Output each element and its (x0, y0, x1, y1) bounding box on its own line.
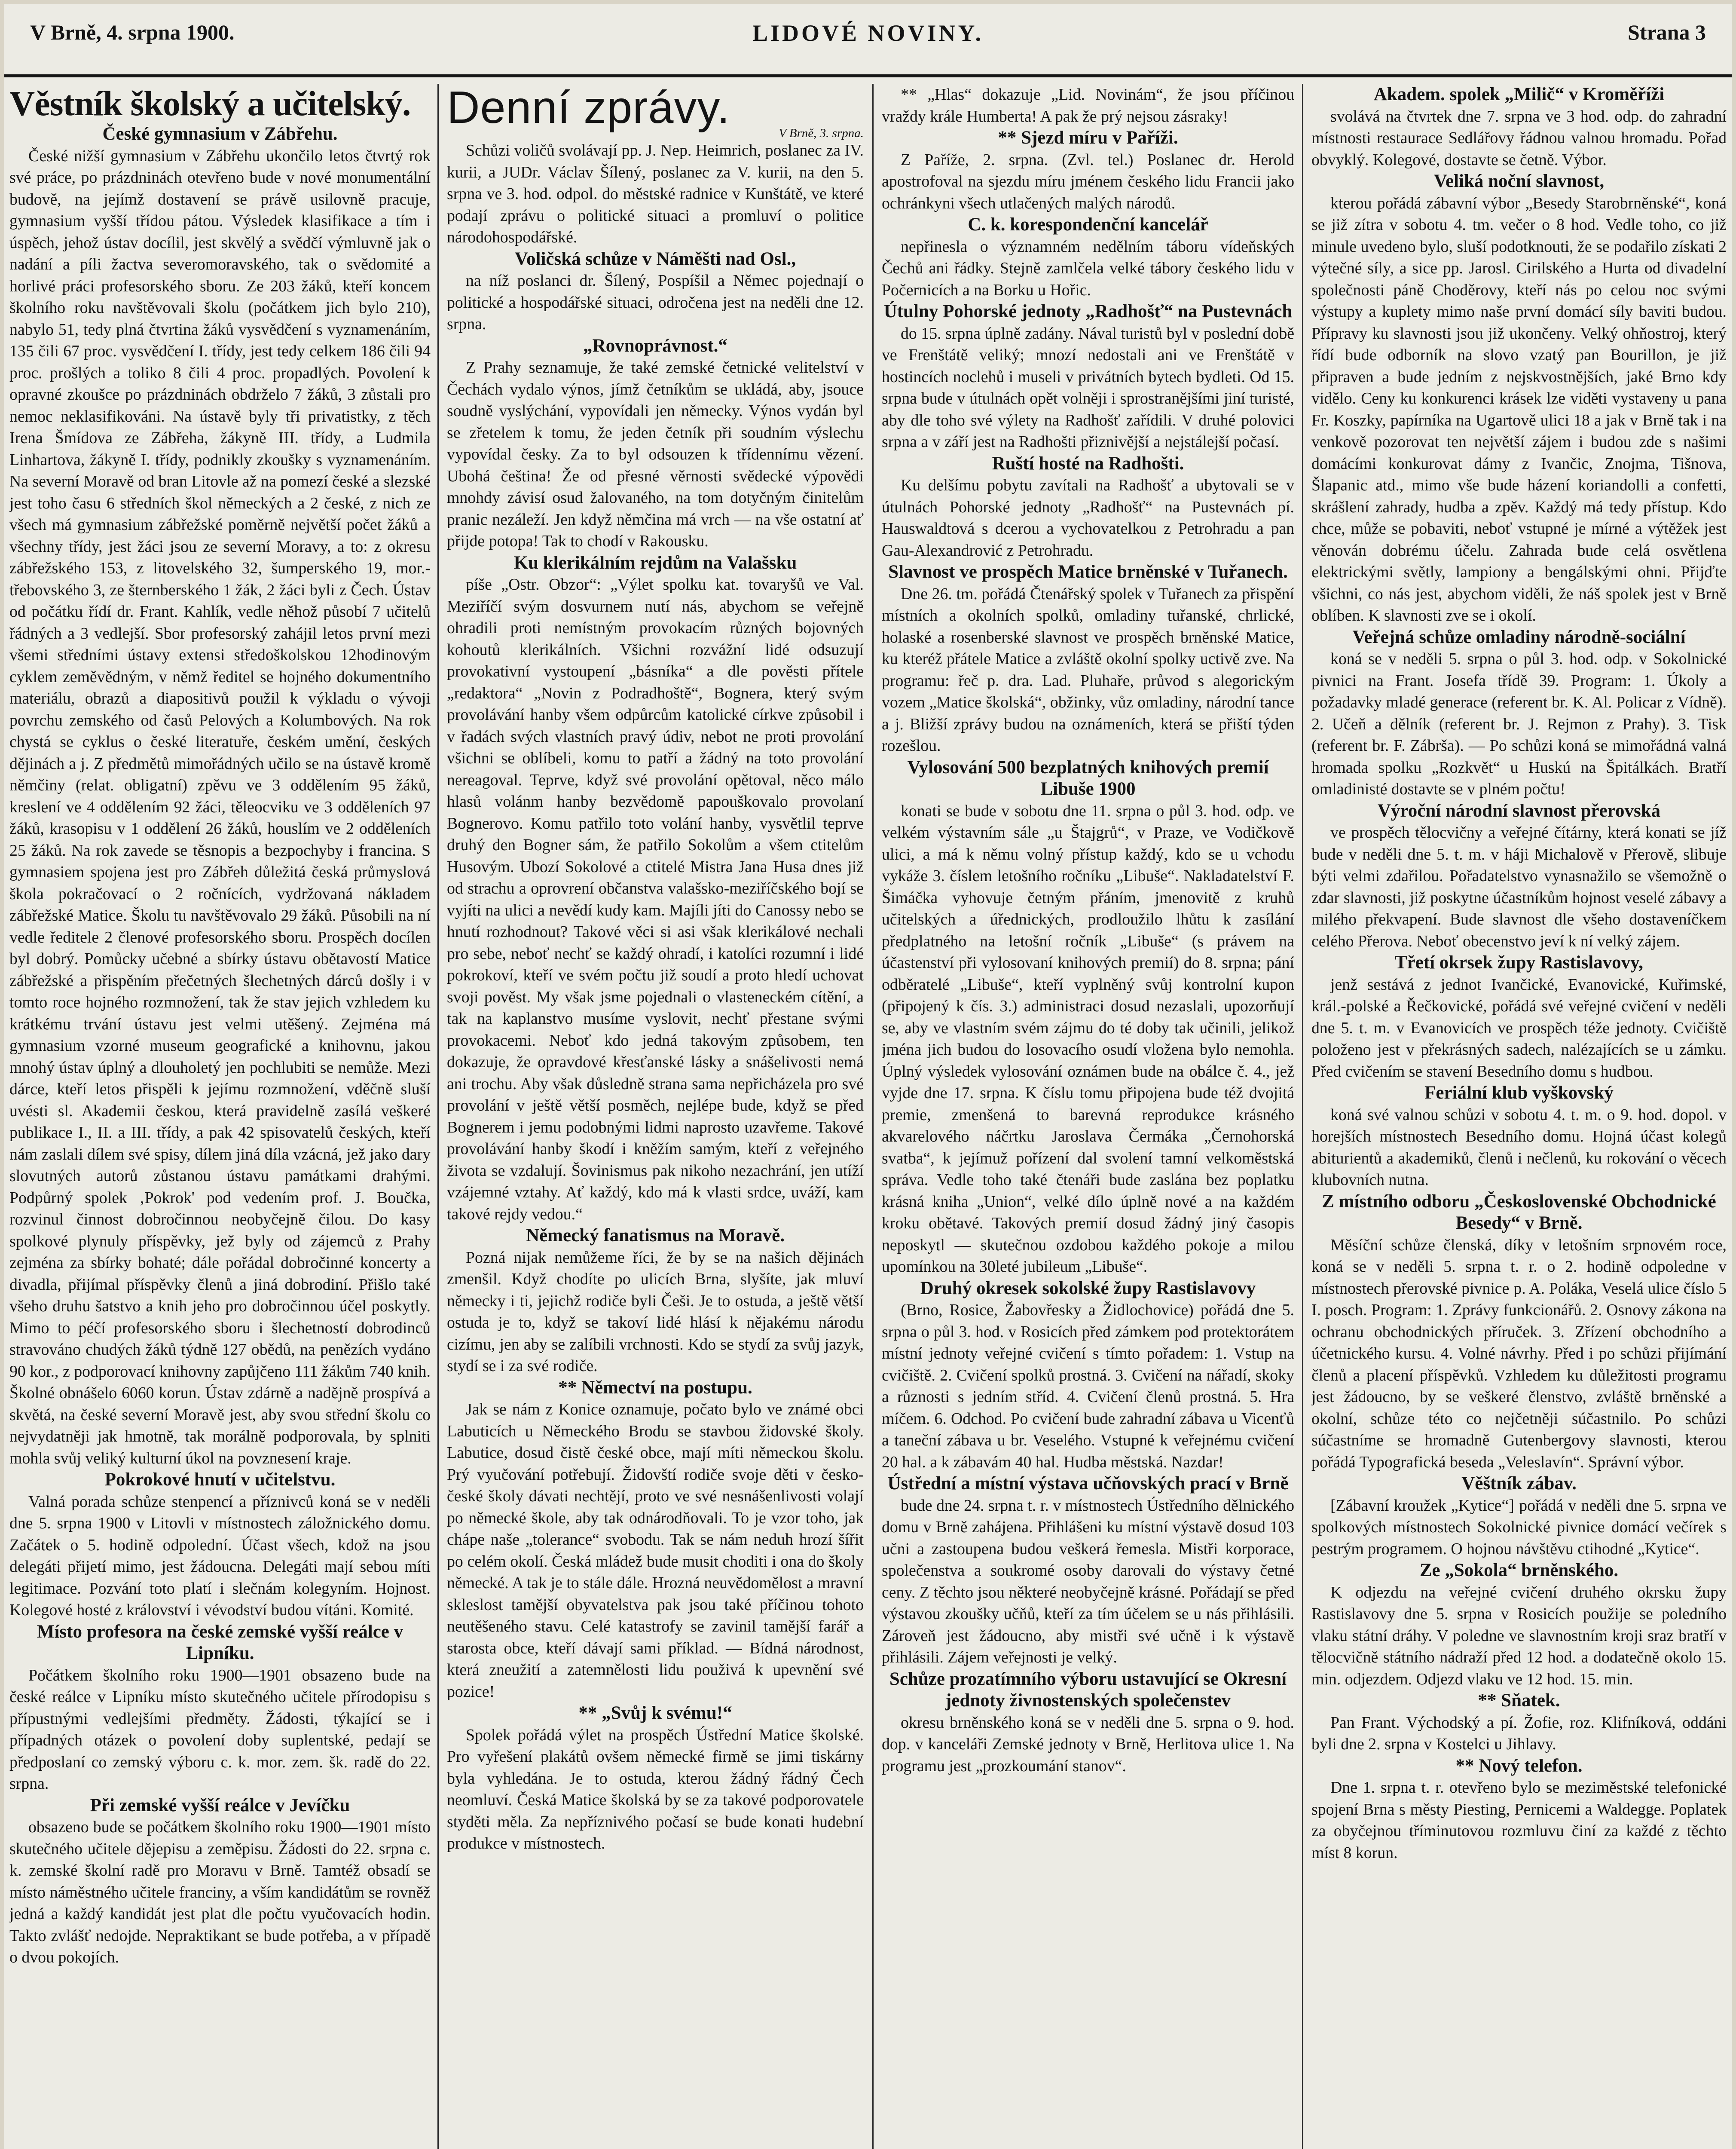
column-3 (882, 84, 1294, 2149)
newspaper-page (4, 4, 1732, 2149)
article-body: na níž poslanci dr. Šílený, Pospíšil a Němec pojednají o politické a hospodářské situaci, odročena jest na neděli dne 12. srpna. (447, 272, 864, 333)
article-body: Pozná nijak nemůžeme říci, že by se na našich dějinách zmenšil. Když chodíte po ulicích Brna, slyšíte, jak mluví německy i ti, jejichž rodiče byli Češi. Je to ostuda, a ještě větší ostuda je to, když se takoví lidé hlásí k nějakému národu cizímu, jen aby se zalíbili vrchnosti. Kdo se stydí za svůj jazyk, stydí se i za své rodiče. (447, 1248, 864, 1375)
article-columns (4, 84, 1732, 2149)
article-headline: Druhý okresek sokolské župy Rastislavovy (920, 1278, 1256, 1298)
article-body: Z Paříže, 2. srpna. (Zvl. tel.) Poslanec dr. Herold apostrofoval na sjezdu míru jménem českého lidu Francii jako ochránkyni všech utlačených malých národů. (882, 150, 1294, 212)
masthead (4, 4, 1732, 77)
article-headline: Výroční národní slavnost přerovská (1377, 800, 1661, 821)
article-body: kterou pořádá zábavní výbor „Besedy Starobrněnské“, koná se již zítra v sobotu 4. tm. večer o 8 hod. Vedle toho, co již minule uvedeno bylo, sluší podotknouti, že se podařilo získati 2 výtečné síly, a sice pp. Jarosl. Cirilského a Hurta od divadelní společnosti páně Choděrovy, kteří nás po celou noc svými výstupy a kuplety mimo naše první domácí síly baviti budou. Přípravy ku slavnosti jsou již ukončeny. Velký ohňostroj, který řídí bude odborník na slovo vzatý pan Bourillon, je již připraven a bude jedním z nejskvostnějších, jaké Brno kdy vidělo. Ceny ku konkurenci krásek lze viděti vystaveny u pana Fr. Koszky, papírníka na Ugartově ulici 18 a jak v Brně tak i na venkově pozorovat ten největší zájem i budou zde s našimi domácími konkurovat dámy z Ivančic, Znojma, Tišnova, Šlapanic atd., mimo vše bude házení koriandolli a confetti, skrášlení zahrady, hudba a zpěv. Každý má tedy přístup. Kdo chce, může se pobaviti, neboť vstupné je mírné a výtěžek jest věnován dobrému účelu. Zahrada bude celá osvětlena elektrickými světly, lampiony a bengálskými ohni. Přijďte všichni, co nás jest, abychom viděli, že náš spolek jest v Brně oblíben. K slavnosti zve se i okolí. (1311, 194, 1727, 624)
dateline: V Brně, 3. srpna. (779, 126, 864, 140)
article-body: ** „Hlas“ dokazuje „Lid. Novinám“, že jsou příčinou vraždy krále Humberta! A pak že prý nejsou zásraky! (882, 86, 1294, 126)
article-body: obsazeno bude se počátkem školního roku 1900—1901 místo skutečného učitele dějepisu a zeměpisu. Žádosti do 22. srpna c. k. zemské školní radě pro Moravu v Brně. Tamtéž obsadí se místo náměstného učitele franciny, a vším kandidátům se rovněž jedná a každý kandidát jest plat dle počtu vyučovacích hodin. Takto zvlášť nedojde. Nepraktikant se bude potřeba, a v případě o dvou pokojích. (9, 1818, 431, 1966)
article-headline: ** „Svůj k svému!“ (578, 1703, 732, 1723)
article-body: koná se v neděli 5. srpna o půl 3. hod. odp. v Sokolnické pivnici na Frant. Josefa třídě 39. Program: 1. Úkoly a požadavky mladé generace (referent br. K. Al. Policar z Vídně). 2. Učeň a dělník (referent br. J. Rejmon z Prahy). 3. Tisk (referent br. F. Zábrša). — Po schůzi koná se mimořádná valná hromada spolku „Rozkvět“ u Huskú na Špitálkách. Bratří omladinisté dostavte se v plném počtu! (1311, 650, 1727, 798)
article-body: koná své valnou schůzi v sobotu 4. t. m. o 9. hod. dopol. v horejších místnostech Besedního domu. Hojná účast kolegů abiturientů a akademiků, členů i nečlenů, ku rokování o věcech klubovních nutna. (1311, 1105, 1727, 1189)
article-headline: České gymnasium v Zábřehu. (102, 124, 338, 144)
article-body: konati se bude v sobotu dne 11. srpna o půl 3. hod. odp. ve velkém výstavním sále „u Štajgrů“, v Praze, ve Vodičkově ulici, a má k němu volný přístup každý, kdo se u vchodu vykáže 3. číslem letošního ročníku „Libuše“. Nakladatelství F. Šimáčka vyhovuje četným přáním, jmenovitě z kruhů učitelských a úřednických, prodloužilo lhůtu k zasílání předplatného na letošní ročník „Libuše“ (s právem na účastenství při vylosovaní knihových premií) do 8. srpna; pání odběratelé „Libuše“, kteří vyplněný svůj kontrolní kupon (připojený k čís. 3.) administraci dosud nezaslali, upozorňují se, aby ve vlastním svém zájmu do té doby tak učinili, jelikož jména jich budou do losovacího osudí vložena bylo nemohla. Úplný výsledek vylosování oznámen bude na obálce č. 4., jež vyjde dne 17. srpna. K číslu tomu připojena bude též dvojitá premie, zmenšená to barevná reprodukce krásného akvarelového náčrtku Jaroslava Čermáka „Černohorská svatba“, k jejímuž pořízení dal svolení tamní velkoměstská správa. Vedle toho také čtenáři bude zaslána bez poplatku krásná kniha „Union“, velké dílo úplně nové a na každém kroku obětavé. Takových premií dosud žádný jiný časopis neposkytl — skutečnou ozdobou každého pokoje a milou upomínkou na 30leté jubileum „Libuše“. (882, 802, 1294, 1276)
article-body: K odjezdu na veřejné cvičení druhého okrsku župy Rastislavovy dne 5. srpna v Rosicích použije se poledního vlaku státní dráhy. V poledne ve slavnostním kroji sraz bratří v tělocvičně státního nádraží před 12 hod. a dodatečně okolo 15. min. odjezdem. Odjezd vlaku ve 12 hod. 15. min. (1311, 1583, 1727, 1688)
article-body: Počátkem školního roku 1900—1901 obsazeno bude na české reálce v Lipníku místo skutečného učitele přírodopisu s přípustnými vedlejšími předměty. Žádosti, týkající se i případných otázek o povolení doby suplentské, pedají se předposlaní co zemský výboru c. k. mor. zem. šk. radě do 22. srpna. (9, 1666, 431, 1793)
article-body: píše „Ostr. Obzor“: „Výlet spolku kat. tovaryšů ve Val. Meziříčí svým dosvurnem nutí nás, abychom se veřejně ohradili proti nemístným provokacím různých bojovných kohoutů klerikálních. Všichni rozvážní lidé odsuzují provokativní vystoupení „básníka“ a dle pověsti přítele „redaktora“ „Novin z Podradhoště“, Bognera, který svým provolávání hanby všem odpůrcům katolické církve způsobil i v řadách svých vlastních pravý údiv, nebot ne proti provolání všichni se oblíbeli, komu to patří a žádný na toto provolání nereagoval. Teprve, když své provolání opětoval, něco málo hlasů volánm hanby bezvědomě papouškovalo provolaní Bognerovo. Komu patřilo toto volání hanby, vysvětlil teprve druhý den Bogner sám, že patřilo Sokolům a všem ctitelům Husovým. Ubozí Sokolové a ctitelé Mistra Jana Husa dnes již od strachu a oprovrení občanstva valašsko-meziříčského bojí se vyjíti na ulici a nevědí kudy kam. Majíli jíti do Canossy nebo se hnutí rozhodnout? Takové věci si asi však klerikálové nechali pro sebe, neboť nechť se každý ohradí, i katolíci rozumní i lidé pokrokoví, kteří ve svém počtu již soudí a proto hledí uchovat svoji pověst. My však jsme pojednali o vlasteneckém cítění, a tak na kaplanstvo musíme vyslovit, nechť přestane svými provokacemi. Neboť kdo jedná takovým způsobem, ten dokazuje, že opravdové křesťanské lásky a snášelivosti nemá ani trochu. Aby však důsledně strana sama nepřicházela pro své provolání v ještě větší posměch, nejlépe bude, když se před Bognerem i jemu podobnými lidmi naprosto uzavřeme. Takové provolávání hanby škodí i kněžím samým, kteří z veřejného života se vzdalují. Šovinismus pak nikoho nezachrání, jen utíží vzájemné vztahy. Ať každý, kdo má k vlasti srdce, uváží, kam takové rejdy vedou.“ (447, 576, 864, 1223)
page-number: Strana 3 (1628, 20, 1706, 44)
article-headline: Veřejná schůze omladiny národně-sociální (1352, 627, 1686, 647)
article-body: Schůzi voličů svolávají pp. J. Nep. Heimrich, poslanec za IV. kurii, a JUDr. Václav Šílený, poslanec za V. kurii, na den 5. srpna ve 3. hod. odpol. do městské radnice v Kunštátě, ve které podají zprávu o politické situaci a promluví o politice národohospodářské. (447, 141, 864, 246)
column-2 (447, 84, 864, 2149)
article-body: bude dne 24. srpna t. r. v místnostech Ústředního dělnického domu v Brně zahájena. Přihlášeni ku místní výstavě dosud 103 učni a zastoupena budou veškerá řemesla. Mistři korporace, společenstva a soukromé osoby darovali do výstavy četné ceny. Z těchto jsou některé neobyčejně krásné. Pořádají se před výstavou zkoušky učňů, kteří za tím účelem se u nás přihlásili. Zároveň jest žádoucno, aby mistři své učně i k výstavě přihlásili. Zájem veřejnosti je velký. (882, 1496, 1294, 1666)
article-headline: ** Nový telefon. (1455, 1755, 1583, 1776)
article-body: nepřinesla o významném nedělním táboru vídeňských Čechů ani řádky. Stejně zamlčela velké tábory českého lidu v Počernicích a na Borku u Hořic. (882, 237, 1294, 299)
article-body: [Zábavní kroužek „Kytice“] pořádá v neděli dne 5. srpna ve spolkových místnostech Sokolnické pivnice domácí večírek s pestrým programem. O hojnou návštěvu ctihodné „Kytice“. (1311, 1496, 1727, 1558)
article-headline: Pokrokové hnutí v učitelstvu. (104, 1469, 336, 1490)
article-headline: Veliká noční slavnost, (1433, 171, 1605, 191)
article-headline: C. k. korespondenční kancelář (968, 214, 1208, 235)
article-headline: Ústřední a místní výstava učňovských prací v Brně (887, 1473, 1289, 1494)
article-headline: Ruští hosté na Radhošti. (992, 453, 1184, 474)
article-headline: Ze „Sokola“ brněnského. (1419, 1560, 1619, 1580)
article-headline: Útulny Pohorské jednoty „Radhošť“ na Pustevnách (883, 301, 1293, 321)
newspaper-title: LIDOVÉ NOVINY. (752, 20, 984, 46)
article-headline: Slavnost ve prospěch Matice brněnské v Tuřanech. (888, 562, 1288, 582)
article-body: (Brno, Rosice, Žabovřesky a Židlochovice) pořádá dne 5. srpna o půl 3. hod. v Rosicích před zámkem pod protektorátem místní jednoty veřejné cvičení s tímto pořadem: 1. Vstup na cvičiště. 2. Cvičení spolků prostná. 3. Cvičení na nářadí, skoky a různosti s jedním stříd. 4. Cvičení členů prostná. 5. Hra míčem. 6. Odchod. Po cvičení bude zahradní zábava u Vicenťů a taneční zábava u br. Veselého. Vstupné k veřejnému cvičení 20 hal. a k zábavám 40 hal. Hudba městská. Nazdar! (882, 1301, 1294, 1471)
issue-date: V Brně, 4. srpna 1900. (30, 20, 235, 44)
column-4 (1311, 84, 1727, 2149)
article-headline: Akadem. spolek „Milič“ v Kroměříži (1373, 84, 1665, 104)
article-headline: Místo profesora na české zemské vyšší reálce v Lipníku. (37, 1621, 403, 1663)
article-body: Spolek pořádá výlet na prospěch Ústřední Matice školské. Pro vyřešení plakátů ovšem německé firmě se jimi tiskárny byla vyhledána. Je to ostuda, kterou žádný řádný Čech neomluví. Česká Matice školská by se za takové podporovatele styděti měla. Za nepříznivého počasí se bude konati hudební produkce v místnostech. (447, 1726, 864, 1852)
article-body: Jak se nám z Konice oznamuje, počato bylo ve známé obci Labuticích u Německého Brodu se stavbou židovské školy. Labutice, dosud čistě české obce, mají míti německou školu. Prý vyučování potřebují. Židovští rodiče svoje děti v česko-české školy dávati nechtějí, proto ve své nesnášenlivosti volají po německé škole, aby tak odnárodňovali. To je vzor toho, jak chápe naše „tolerance“ svobodu. Tak se nám neduh hrozí šířit po celém okolí. Česká mládež bude musit choditi i ona do školy německé. A tak je to stále dále. Hrozná neuvědomělost a mravní skleslost tamější obyvatelstva pak jsou také příčinou tohoto neutěšeného stavu. Celé katastrofy se zavinil tamější farář a starosta obce, kteří dávají sami příklad. — Bídná národnost, která zneužití a zatemnělosti lidu použivá k upevnění své pozice! (447, 1400, 864, 1701)
article-headline: Ku klerikálním rejdům na Valašsku (513, 552, 797, 573)
article-body: České nižší gymnasium v Zábřehu ukončilo letos čtvrtý rok své práce, po prázdninách otevřeno bude v nové monumentální budově, na jejímž dostavení se právě usilovně pracuje, gymnasium vyšší třídou pátou. Výsledek klasifikace a tím i úspěch, jehož ústav docílil, jest skvělý a svědčí výmluvně jak o nadání a píli žactva severomoravského, tak o svědomité a horlivé práci profesorského sboru. Ze 203 žáků, kteří koncem školního roku navštěvovali školu (počátkem jich bylo 210), nabylo 51, tedy plná čtvrtina žáků vysvědčení s vyznamenáním, 135 čili 67 proc. vysvědčení I. třídy, jest tedy celkem 186 čili 94 proc. prošlých a toliko 8 čili 4 proc. propadlých. Povolení k opravné zkoušce po prázdninách obdrželo 7 žáků, 3 zůstali pro nemoc neklasifikováni. Na ústavě byly tři privatistky, z těch Irena Šmídova ze Zábřeha, žákyně III. třídy, a Ludmila Linhartova, žákyně I. třídy, podnikly zkoušky s vyznamenáním. Na severní Moravě od bran Litovle až na pomezí české a slezské jest toho času 6 středních škol německých a 2 české, z nich ze všech má gymnasium zábřežské poměrně největší počet žáků a všechny třídy, jest žáci jsou ze severní Moravy, a to: z okresu zábřežského 153, z litovelského 32, šumperského 19, mor.-třebovského 3, ze šternberského 1 žák, 2 žáci byli z Čech. Ústav od počátku řídí dr. Frant. Kahlík, vedle něhož působí 7 učitelů řádných a 3 vedlejší. Sbor profesorský zahájil letos první mezi všemi středními ústavy extensi středoškolskou 12hodinovým cyklem zeměvědným, v němž ředitel se hojného dokumentního materiálu, obrazů a diapositivů použil k výkladu o vývoji povrchu zemského od časů Pelových a Kolumbových. Na rok chystá se cyklus o české literatuře, českém umění, českých dějinách a j. Z předmětů mimořádných učilo se na ústavě kromě němčiny (relat. obligatní) zpěvu ve 3 oddělením 95 žáků, kreslení ve 4 oddělením 92 žáci, těleocviku ve 3 odděleních 97 žáků, krasopisu v 1 oddělení 26 žáků, houslím ve 2 odděleních 25 žáků. Na rok zavede se těsnopis a bezpochyby i francina. S gymnasiem spojena jest pro Zábřeh důležitá česká průmyslová škola pokračovací o 2 ročnících, vydržovaná nákladem zábřežské Matice. Školu tu navštěvovalo 29 žáků. Působili na ní vedle ředitele 2 členové profesorského sboru. Prospěch docílen byl dobrý. Pomůcky učebné a sbírky ústavu obětavostí Matice zábřežské a přispěním přečetných šlechetných dárců došly i v tomto roce hojného rozmnožení, tak že stav jejich vzhledem ku krátkému trvání ústavu jest velmi utěšený. Zejména má gymnasium vzorné museum geografické a knihovnu, jakou mnohý ústav úplný a dlouholetý jen pochlubiti se nemůže. Mezi dárce, kteří letos přispěli k jejímu rozmnožení, vděčně sluší uvésti sl. Akademii českou, která pravidelně zasílá veškeré publikace I., II. a III. třídy, a pak 42 spisovatelů českých, kteří nám zaslali dílem své spisy, dílem jiná díla vzácná, jež jako dary slovutných autorů zůstanou ústavu památkami drahými. Podpůrný spolek ‚Pokrok' pod vedením prof. J. Boučka, rozvinul činnost dobročinnou neobyčejně čilou. Do kasy spolkové plynuly příspěvky, jež byly od zájemců z Prahy zejména za sbírky bohaté; dále pořádal dobročinné koncerty a divadla, přijímal příspěvky členů a jiná dobrodiní. Přišlo také všeho druhu šatstvo a knih jeho pro dobročinnou účel poskytly. Mimo to péčí profesorského sboru i šlechetností dobrodinců stravováno chudých žáků týdně 127 obědů, na penězích vydáno 90 kor., z podporovací knihovny zapůjčeno 111 žákům 740 knih. Školné obnášelo 6060 korun. Ústav zdárně a nadějně prospívá a skvětá, na české severní Moravě jest, aby svou střední školu co nejvydatněji jak hmotně, tak morálně podporovala, by splniti mohla svůj veliký kulturní úkol na povznesení kraje. (9, 147, 431, 1467)
section-title-daily-news: Denní zprávy. (447, 84, 730, 133)
article-headline: Z místního odboru „Československé Obchodnické Besedy“ v Brně. (1322, 1191, 1716, 1233)
article-body: Pan Frant. Východský a pí. Žofie, roz. Klifníková, oddáni byli dne 2. srpna v Kostelci u Jihlavy. (1311, 1713, 1727, 1753)
article-body: do 15. srpna úplně zadány. Nával turistů byl v poslední době ve Frenštátě veliký; mnozí nedostali ani ve Frenštátě v hostincích noclehů i museli v privátních bytech bydleti. Od 15. srpna bude v útulnách opět volněji i sprostranějšími jiní turisté, aby dle toho své výlety na Radhošť zařídili. V druhé polovici srpna a v září jest na Radhošti přiznivější a nejstálejší počasí. (882, 324, 1294, 451)
article-headline: ** Němectví na postupu. (558, 1377, 752, 1398)
article-headline: ** Sňatek. (1478, 1690, 1560, 1711)
section-title-school: Věstník školský a učitelský. (9, 84, 411, 123)
article-headline: Věštník zábav. (1461, 1473, 1577, 1494)
article-body: Z Prahy seznamuje, že také zemské četnické velitelství v Čechách vydalo výnos, jímž četníkům se ukládá, aby, jsouce soudně vyslýchání, vypovídali jen německy. Výnos vydán byl se zřetelem k tomu, že jeden četník při soudním výslechu vypovídal česky. Za to byl odsouzen k třídennímu vězení. Ubohá čeština! Že od přesné věrnosti svědecké výpovědi mnohdy závisí osud žalovaného, na tom dotyčným činitelům pranic nezáleží. Jen když němčina má vrch — na vše ostatní ať přijde potopa! Tak to chodí v Rakousku. (447, 358, 864, 550)
article-headline: ** Sjezd míru v Paříži. (998, 128, 1178, 148)
article-body: jenž sestává z jednot Ivančické, Evanovické, Kuřimské, král.-polské a Řečkovické, pořádá své veřejné cvičení v neděli dne 5. t. m. v Evanovicích ve prospěch téže jednoty. Cvičiště položeno jest v překrásných sadech, nalézajících se u zámku. Před cvičením se stavení Besedního domu s hudbou. (1311, 975, 1727, 1081)
article-headline: Při zemské vyšší reálce v Jevíčku (90, 1795, 350, 1815)
article-headline: Třetí okrsek župy Rastislavovy, (1394, 952, 1644, 973)
article-headline: Schůze prozatímního výboru ustavující se Okresní jednoty živnostenských společenstev (889, 1668, 1287, 1711)
article-headline: Voličská schůze v Náměšti nad Osl., (514, 248, 796, 269)
article-body: Měsíční schůze členská, díky v letošním srpnovém roce, koná se v neděli 5. srpna t. r. o 2. hodině odpoledne v místnostech přerovské pivnice p. A. Poláka, Veselá ulice číslo 5 I. posch. Program: 1. Zprávy funkcionářů. 2. Osnovy zákona na ochranu obchodnických příruček. 3. Zřízení obchodního a účetnického kursu. 4. Volné návrhy. Před i po schůzi přijímání členů a placení příspěvků. Vzhledem ku důležitosti programu jest žádoucno, by se veškeré členstvo, zvláště brněnské a okolní, schůze této co nejčetněji súčastnilo. Po schůzi súčastníme se hromadně Gutenbergovy slavnosti, kterou pořádá Typografická beseda „Veleslavín“. Správní výbor. (1311, 1236, 1727, 1471)
article-body: Ku delšímu pobytu zavítali na Radhošť a ubytovali se v útulnách Pohorské jednoty „Radhošť“ na Pustevnách pí. Hauswaldtová s dcerou a vychovatelkou z Petrohradu a pan Gau-Alexandrović z Petrohradu. (882, 476, 1294, 560)
article-body: Dne 1. srpna t. r. otevřeno bylo se meziměstské telefonické spojení Brna s městy Piesting, Pernicemi a Waldegge. Poplatek za obyčejnou tříminutovou rozmluvu činí za každé z těchto míst 8 korun. (1311, 1779, 1727, 1862)
article-headline: Vylosování 500 bezplatných knihových premií Libuše 1900 (907, 757, 1269, 799)
article-body: Valná porada schůze stenpencí a příznivců koná se v neděli dne 5. srpna 1900 v Litovli v místnostech záložnického domu. Začátek o 5. hodině odpolední. Účast všech, kdož na jsou delegáti přijetí mimo, jest žádoucna. Delegáti mají sebou míti legitimace. Pozvání toto platí i slečnám kolegyním. Hojnost. Kolegové hosté z království i vévodství budou vítáni. Komité. (9, 1492, 431, 1619)
article-body: okresu brněnského koná se v neděli dne 5. srpna o 9. hod. dop. v kanceláři Zemské jednoty v Brně, Herlitova ulice 1. Na programu jest „prozkoumání stanov“. (882, 1713, 1294, 1775)
article-headline: „Rovnoprávnost.“ (583, 335, 727, 356)
column-1 (9, 84, 431, 2149)
article-headline: Německý fanatismus na Moravě. (526, 1225, 785, 1246)
article-body: Dne 26. tm. pořádá Čtenářský spolek v Tuřanech za přispění místních a okolních spolků, omladiny tuřanské, chrlické, holaské a rosenberské slavnost ve prospěch brněnské Matice, ku kteréž přátele Matice a zvláště okolní spolky uctivě zve. Na programu: řeč p. dra. Lad. Pluhaře, průvod s alegorickým vozem „Matice školská“, obžinky, vůz omladiny, národní tance a j. Bližší zprávy budou na oznámeních, která se přiští týden rozešlou. (882, 585, 1294, 755)
article-body: svolává na čtvrtek dne 7. srpna ve 3 hod. odp. do zahradní místnosti restaurace Sedlářovy řádnou valnou hromadu. Pořad obvyklý. Kolegové, dostavte se četně. Výbor. (1311, 107, 1727, 169)
article-body: ve prospěch tělocvičny a veřejné čítárny, která konati se jíž bude v neděli dne 5. t. m. v háji Michalově v Přerově, slibuje býti velmi zdařilou. Pořadatelstvo vynasnažilo se všemožně o zdar slavnosti, již poskytne účastníkům hojnost veselé zábavy a milého překvapení. Bude slavnost dle všeho dostaveníčkem celého Přerova. Neboť obecenstvo jeví k ní velký zájem. (1311, 823, 1727, 950)
article-headline: Feriální klub vyškovský (1424, 1083, 1614, 1103)
